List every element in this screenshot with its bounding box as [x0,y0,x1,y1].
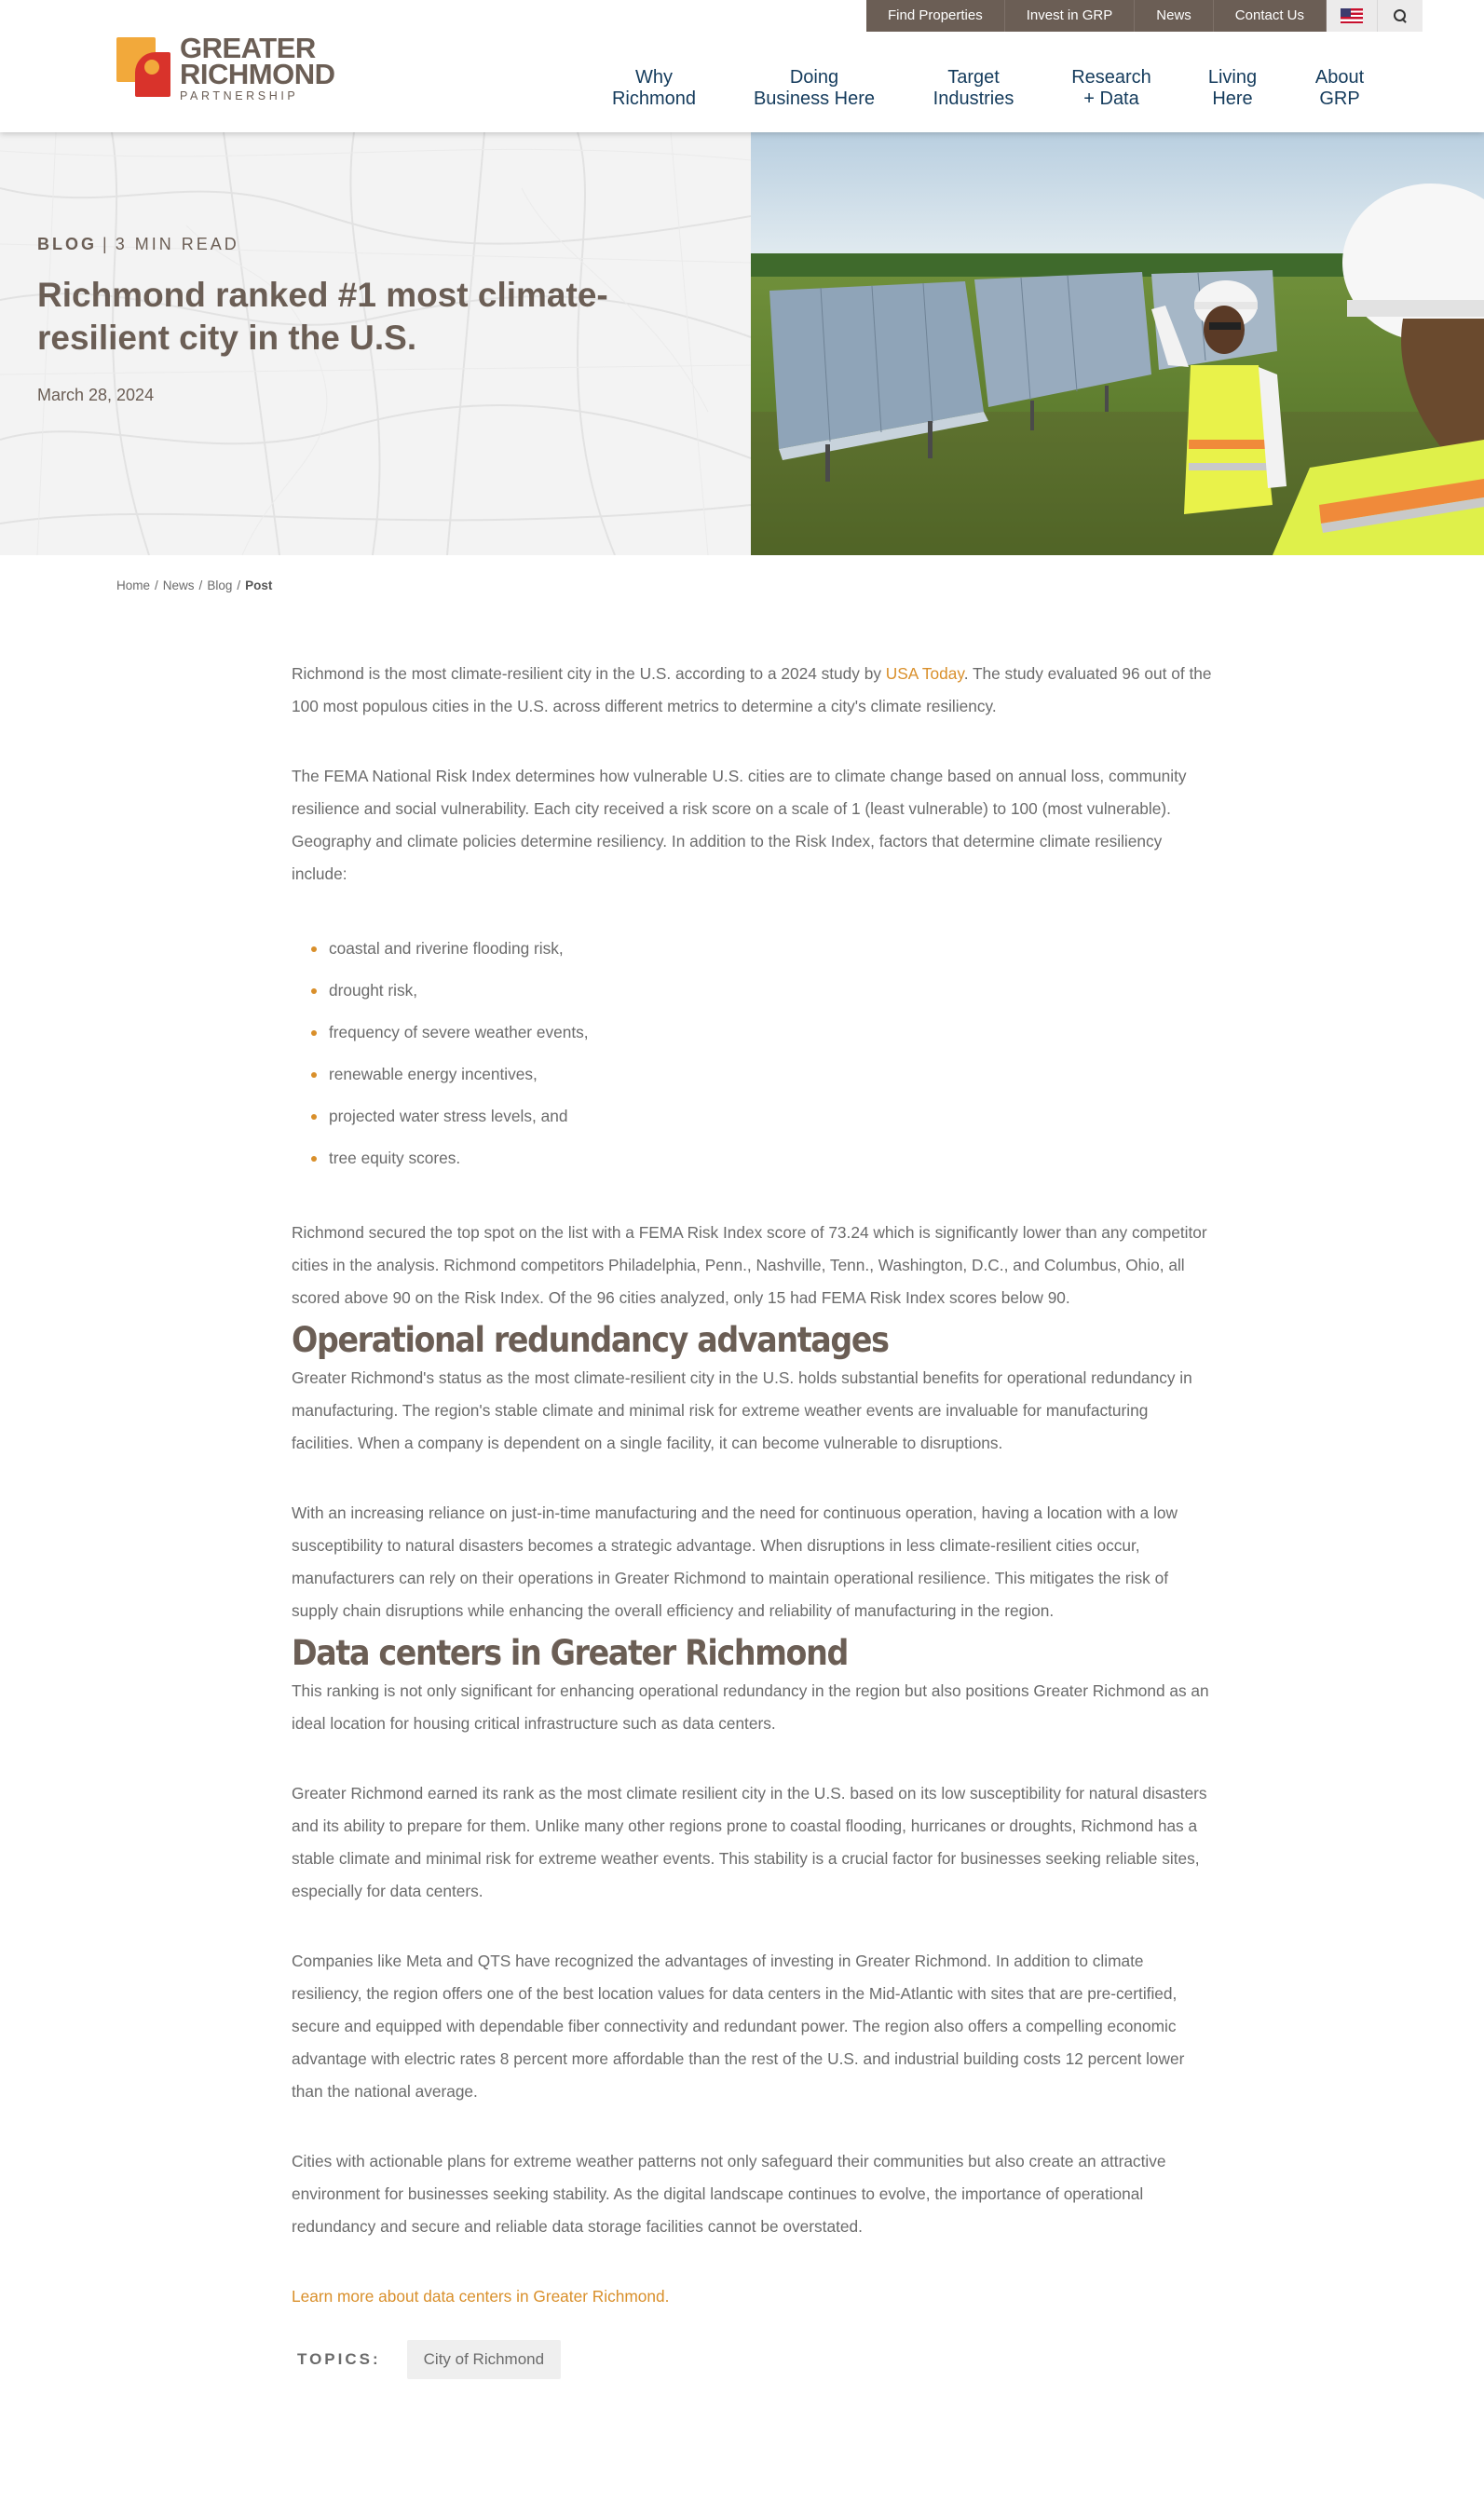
main-nav [0,67,1484,112]
article-paragraph: Greater Richmond's status as the most climate-resilient city in the U.S. holds substantial benefits for operational redundancy in manufacturing. The region's stable climate and minimal risk for extreme weather events are invaluable for manufacturing facilities. When a company is dependent on a single facility, it can become vulnerable to disruptions. [292,1368,1192,1452]
list-item: frequency of severe weather events, [292,1012,1214,1054]
list-item: renewable energy incentives, [292,1054,1214,1095]
hero-read-time: 3 MIN READ [115,235,239,253]
hero-category: BLOG [37,235,97,253]
nav-research-data[interactable]: Research + Data [1071,67,1151,109]
hero-eyebrow [37,235,239,254]
utility-link-invest[interactable]: Invest in GRP [1005,0,1136,32]
topics-label: TOPICS: [297,2350,381,2368]
breadcrumb-separator: / [198,578,203,592]
nav-target-industries[interactable]: Target Industries [933,67,1014,109]
search-button[interactable] [1378,0,1423,32]
article-paragraph: The FEMA National Risk Index determines how vulnerable U.S. cities are to climate change based on annual loss, community resilience and social vulnerability. Each city received a risk score on a scale of 1 (least vulnerable) to 100 (most vulnerable). Geography and climate policies determine resiliency. In addition to the Risk Index, factors that determine climate resiliency include: [292,767,1187,883]
usa-today-link[interactable]: USA Today [885,664,964,683]
breadcrumb-separator: / [237,578,241,592]
factors-list [292,928,1214,1179]
breadcrumb-news[interactable]: News [162,578,195,592]
article-paragraph: Greater Richmond earned its rank as the most climate resilient city in the U.S. based on its low susceptibility for natural disasters and its ability to prepare for them. Unlike many other regions prone to coastal flooding, hurricanes or droughts, Richmond has a stable climate and minimal risk for extreme weather events. This stability is a crucial factor for businesses seeking reliable sites, especially for data centers. [292,1784,1207,1900]
nav-living-here[interactable]: Living Here [1207,67,1258,109]
logo-line-2: RICHMOND [180,58,335,90]
section-heading-data-centers: Data centers in Greater Richmond [292,1633,848,1673]
logo-line-3: PARTNERSHIP [180,89,299,102]
site-header [0,0,1484,132]
utility-link-news[interactable]: News [1135,0,1214,32]
search-icon [1393,8,1408,23]
article-paragraph: With an increasing reliance on just-in-time manufacturing and the need for continuous operation, having a location with a low susceptibility to natural disasters becomes a strategic advantage. When disruptions in less climate-resilient cities occur, manufacturers can rely on their operations in Greater Richmond to maintain operational resilience. This mitigates the risk of supply chain disruptions while enhancing the overall efficiency and reliability of manufacturing in the region. [292,1503,1178,1620]
topics-row [292,2340,1214,2379]
list-item: coastal and riverine flooding risk, [292,928,1214,970]
hero-photo [751,132,1484,555]
logo-line-1: GREATER [180,32,316,64]
utility-nav [866,0,1423,32]
article-paragraph: Companies like Meta and QTS have recognized the advantages of investing in Greater Richmond. In addition to climate resiliency, the region offers one of the best location values for data centers in the Mid-Atlantic with sites that are pre-certified, secure and equipped with dependable fiber connectivity and redundant power. The region also offers a compelling economic advantage with electric rates 8 percent more affordable than the rest of the U.S. and industrial building costs 12 percent lower than the national average. [292,1952,1185,2101]
breadcrumb-current: Post [245,578,273,592]
nav-why-richmond[interactable]: Why Richmond [611,67,697,109]
article-paragraph: Richmond is the most climate-resilient city in the U.S. according to a 2024 study by USA Today. The study evaluated 96 out of the 100 most populous cities in the U.S. across different metrics to determine a city's climate resiliency. [292,664,1212,715]
hero-eyebrow-separator: | [102,235,110,253]
language-selector[interactable] [1327,0,1378,32]
list-item: drought risk, [292,970,1214,1012]
us-flag-icon [1341,8,1363,23]
list-item: tree equity scores. [292,1137,1214,1179]
breadcrumb [116,578,272,592]
article-paragraph: This ranking is not only significant for enhancing operational redundancy in the region but also positions Greater Richmond as an ideal location for housing critical infrastructure such as data centers. [292,1681,1209,1733]
article-paragraph: Richmond secured the top spot on the list with a FEMA Risk Index score of 73.24 which is significantly lower than any competitor cities in the analysis. Richmond competitors Philadelphia, Penn., Nashville, Tenn., Washington, D.C., and Columbus, Ohio, all scored above 90 on the Risk Index. Of the 96 cities analyzed, only 15 had FEMA Risk Index scores below 90. [292,1223,1207,1307]
breadcrumb-home[interactable]: Home [116,578,151,592]
solar-field-photo [751,132,1484,555]
breadcrumb-separator: / [155,578,158,592]
utility-link-find-properties[interactable]: Find Properties [866,0,1005,32]
nav-doing-business[interactable]: Doing Business Here [753,67,876,109]
topic-chip-city-of-richmond[interactable]: City of Richmond [407,2340,561,2379]
page-title: Richmond ranked #1 most climate-resilient city in the U.S. [37,276,608,357]
breadcrumb-blog[interactable]: Blog [207,578,233,592]
article-paragraph: Cities with actionable plans for extreme weather patterns not only safeguard their communities but also create an attractive environment for businesses seeking stability. As the digital landscape continues to evolve, the importance of operational redundancy and secure and reliable data storage facilities cannot be overstated. [292,2152,1166,2236]
post-date: March 28, 2024 [37,386,155,404]
hero [0,132,1484,555]
hero-text-panel [0,132,751,555]
section-heading-operational-redundancy: Operational redundancy advantages [292,1320,889,1360]
list-item: projected water stress levels, and [292,1095,1214,1137]
nav-about-grp[interactable]: About GRP [1314,67,1365,109]
learn-more-data-centers-link[interactable]: Learn more about data centers in Greater Richmond. [292,2287,670,2306]
utility-link-contact[interactable]: Contact Us [1214,0,1327,32]
article-body [292,658,1214,2379]
